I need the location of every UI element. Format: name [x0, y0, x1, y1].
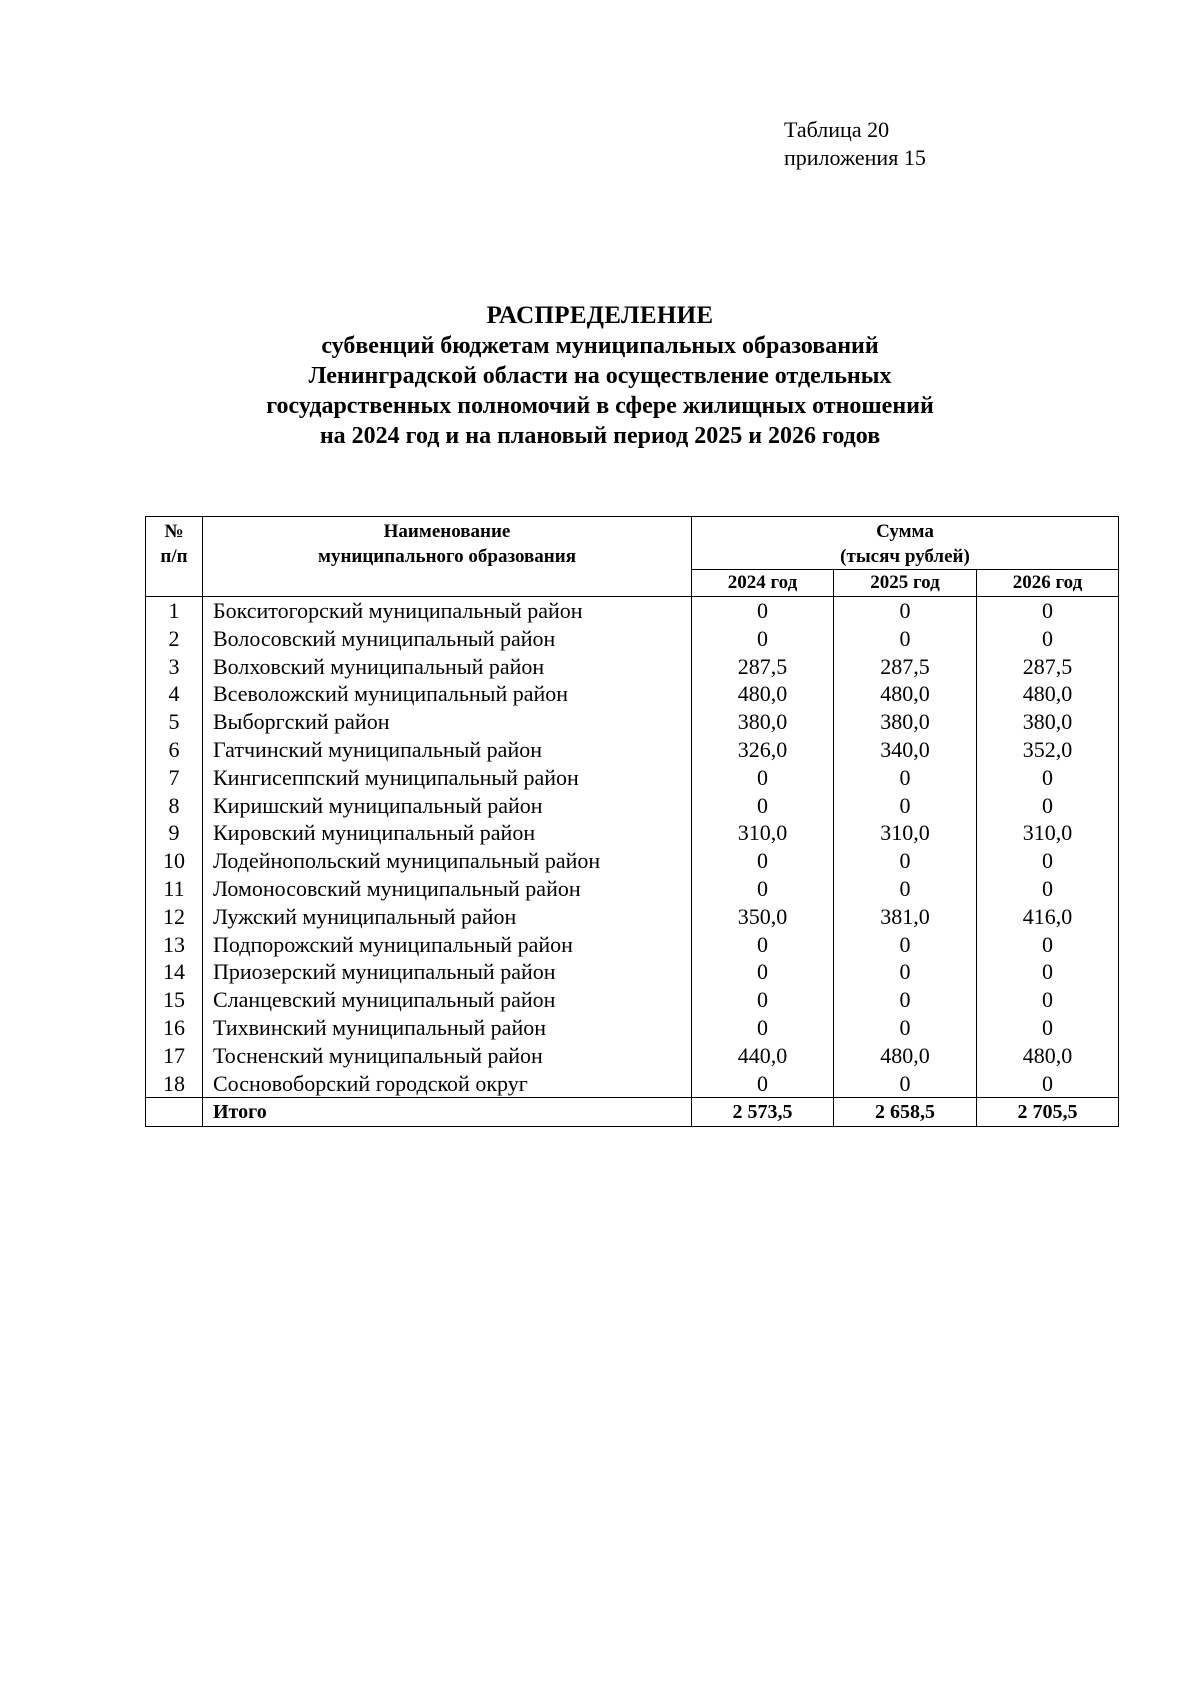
- row-number: 3: [146, 653, 203, 681]
- header-year-2025: 2025 год: [834, 570, 977, 597]
- row-municipality-name: Гатчинский муниципальный район: [203, 736, 692, 764]
- row-value-2025: 0: [834, 931, 977, 959]
- row-municipality-name: Волховский муниципальный район: [203, 653, 692, 681]
- row-number: 13: [146, 931, 203, 959]
- row-municipality-name: Киришский муниципальный район: [203, 792, 692, 820]
- row-value-2025: 380,0: [834, 708, 977, 736]
- table-row: [146, 792, 1119, 820]
- row-municipality-name: Выборгский район: [203, 708, 692, 736]
- row-municipality-name: Сланцевский муниципальный район: [203, 986, 692, 1014]
- row-value-2025: 0: [834, 847, 977, 875]
- row-value-2026: 0: [977, 847, 1119, 875]
- row-number: 14: [146, 958, 203, 986]
- row-municipality-name: Бокситогорский муниципальный район: [203, 597, 692, 625]
- row-number: 18: [146, 1070, 203, 1098]
- table-row: [146, 653, 1119, 681]
- row-value-2026: 480,0: [977, 680, 1119, 708]
- row-municipality-name: Всеволожский муниципальный район: [203, 680, 692, 708]
- table-row: [146, 1042, 1119, 1070]
- row-number: 1: [146, 597, 203, 625]
- row-value-2024: 0: [692, 1014, 834, 1042]
- row-value-2026: 287,5: [977, 653, 1119, 681]
- row-value-2025: 0: [834, 986, 977, 1014]
- row-municipality-name: Ломоносовский муниципальный район: [203, 875, 692, 903]
- row-value-2024: 0: [692, 625, 834, 653]
- row-value-2024: 0: [692, 597, 834, 625]
- row-value-2024: 0: [692, 986, 834, 1014]
- row-number: 2: [146, 625, 203, 653]
- row-number: 15: [146, 986, 203, 1014]
- row-number: 17: [146, 1042, 203, 1070]
- document-title: РАСПРЕДЕЛЕНИЕ: [486, 302, 714, 329]
- row-value-2024: 0: [692, 792, 834, 820]
- total-label: Итого: [203, 1098, 692, 1127]
- row-value-2025: 480,0: [834, 680, 977, 708]
- row-number: 5: [146, 708, 203, 736]
- row-value-2026: 352,0: [977, 736, 1119, 764]
- row-value-2025: 310,0: [834, 819, 977, 847]
- table-row: [146, 1014, 1119, 1042]
- row-value-2024: 380,0: [692, 708, 834, 736]
- row-value-2025: 0: [834, 958, 977, 986]
- header-number-line-2: п/п: [160, 546, 188, 567]
- row-value-2024: 440,0: [692, 1042, 834, 1070]
- row-value-2026: 0: [977, 958, 1119, 986]
- row-value-2026: 0: [977, 875, 1119, 903]
- table-reference: [784, 116, 926, 172]
- row-value-2025: 0: [834, 1014, 977, 1042]
- total-number-cell: [146, 1098, 203, 1127]
- header-name-line-2: муниципального образования: [318, 546, 576, 567]
- row-value-2026: 0: [977, 931, 1119, 959]
- row-value-2026: 0: [977, 792, 1119, 820]
- row-value-2026: 0: [977, 625, 1119, 653]
- table-row: [146, 708, 1119, 736]
- total-2024: 2 573,5: [692, 1098, 834, 1127]
- row-value-2026: 416,0: [977, 903, 1119, 931]
- row-municipality-name: Тихвинский муниципальный район: [203, 1014, 692, 1042]
- row-number: 10: [146, 847, 203, 875]
- row-value-2025: 0: [834, 625, 977, 653]
- table-footer: [146, 1098, 1119, 1127]
- header-name: [203, 517, 692, 597]
- row-value-2024: 0: [692, 958, 834, 986]
- row-municipality-name: Лодейнопольский муниципальный район: [203, 847, 692, 875]
- header-sum: [692, 517, 1119, 570]
- row-value-2024: 480,0: [692, 680, 834, 708]
- row-number: 9: [146, 819, 203, 847]
- row-number: 11: [146, 875, 203, 903]
- row-value-2025: 0: [834, 792, 977, 820]
- row-value-2024: 0: [692, 875, 834, 903]
- row-value-2025: 340,0: [834, 736, 977, 764]
- header-sum-line-2: (тысяч рублей): [840, 546, 970, 567]
- row-number: 8: [146, 792, 203, 820]
- row-value-2026: 310,0: [977, 819, 1119, 847]
- header-sum-line-1: Сумма: [876, 521, 934, 542]
- row-number: 16: [146, 1014, 203, 1042]
- heading-line-2: Ленинградской области на осуществление отдельных: [308, 363, 892, 389]
- row-number: 12: [146, 903, 203, 931]
- row-value-2026: 0: [977, 986, 1119, 1014]
- row-value-2026: 0: [977, 1014, 1119, 1042]
- row-value-2024: 310,0: [692, 819, 834, 847]
- row-value-2025: 0: [834, 597, 977, 625]
- heading-line-4: на 2024 год и на плановый период 2025 и 2026 годов: [319, 423, 881, 449]
- row-number: 7: [146, 764, 203, 792]
- table-row: [146, 1070, 1119, 1098]
- appendix-number-label: приложения 15: [784, 145, 926, 170]
- heading-line-1: субвенций бюджетам муниципальных образований: [321, 333, 879, 359]
- table-row: [146, 625, 1119, 653]
- header-name-line-1: Наименование: [383, 521, 511, 542]
- row-municipality-name: Сосновоборский городской округ: [203, 1070, 692, 1098]
- row-value-2024: 326,0: [692, 736, 834, 764]
- row-value-2026: 0: [977, 764, 1119, 792]
- row-value-2025: 287,5: [834, 653, 977, 681]
- table-row: [146, 764, 1119, 792]
- row-value-2024: 0: [692, 931, 834, 959]
- table-row: [146, 847, 1119, 875]
- row-value-2026: 380,0: [977, 708, 1119, 736]
- header-year-2024: 2024 год: [692, 570, 834, 597]
- row-municipality-name: Лужский муниципальный район: [203, 903, 692, 931]
- table-number-label: Таблица 20: [784, 117, 890, 142]
- table-header: [146, 517, 1119, 597]
- row-value-2025: 480,0: [834, 1042, 977, 1070]
- row-municipality-name: Волосовский муниципальный район: [203, 625, 692, 653]
- row-value-2026: 0: [977, 597, 1119, 625]
- table-row: [146, 680, 1119, 708]
- row-value-2024: 0: [692, 847, 834, 875]
- header-number: [146, 517, 203, 597]
- row-municipality-name: Приозерский муниципальный район: [203, 958, 692, 986]
- header-number-line-1: №: [164, 521, 184, 542]
- row-municipality-name: Кингисеппский муниципальный район: [203, 764, 692, 792]
- row-value-2024: 287,5: [692, 653, 834, 681]
- row-value-2025: 381,0: [834, 903, 977, 931]
- row-value-2025: 0: [834, 764, 977, 792]
- row-municipality-name: Кировский муниципальный район: [203, 819, 692, 847]
- table-row: [146, 986, 1119, 1014]
- total-2026: 2 705,5: [977, 1098, 1119, 1127]
- table-row: [146, 597, 1119, 625]
- table-row: [146, 903, 1119, 931]
- total-row: [146, 1098, 1119, 1127]
- row-number: 6: [146, 736, 203, 764]
- row-number: 4: [146, 680, 203, 708]
- table-row: [146, 958, 1119, 986]
- row-value-2025: 0: [834, 875, 977, 903]
- row-value-2024: 350,0: [692, 903, 834, 931]
- row-value-2024: 0: [692, 764, 834, 792]
- table-row: [146, 931, 1119, 959]
- row-municipality-name: Подпорожский муниципальный район: [203, 931, 692, 959]
- document-heading: [0, 301, 1200, 451]
- subvention-table: [145, 516, 1119, 1127]
- table-body: [146, 597, 1119, 1098]
- header-year-2026: 2026 год: [977, 570, 1119, 597]
- row-value-2026: 0: [977, 1070, 1119, 1098]
- row-value-2025: 0: [834, 1070, 977, 1098]
- row-value-2026: 480,0: [977, 1042, 1119, 1070]
- table-row: [146, 875, 1119, 903]
- row-value-2024: 0: [692, 1070, 834, 1098]
- heading-line-3: государственных полномочий в сфере жилищных отношений: [266, 393, 934, 419]
- table-row: [146, 736, 1119, 764]
- row-municipality-name: Тосненский муниципальный район: [203, 1042, 692, 1070]
- total-2025: 2 658,5: [834, 1098, 977, 1127]
- table-row: [146, 819, 1119, 847]
